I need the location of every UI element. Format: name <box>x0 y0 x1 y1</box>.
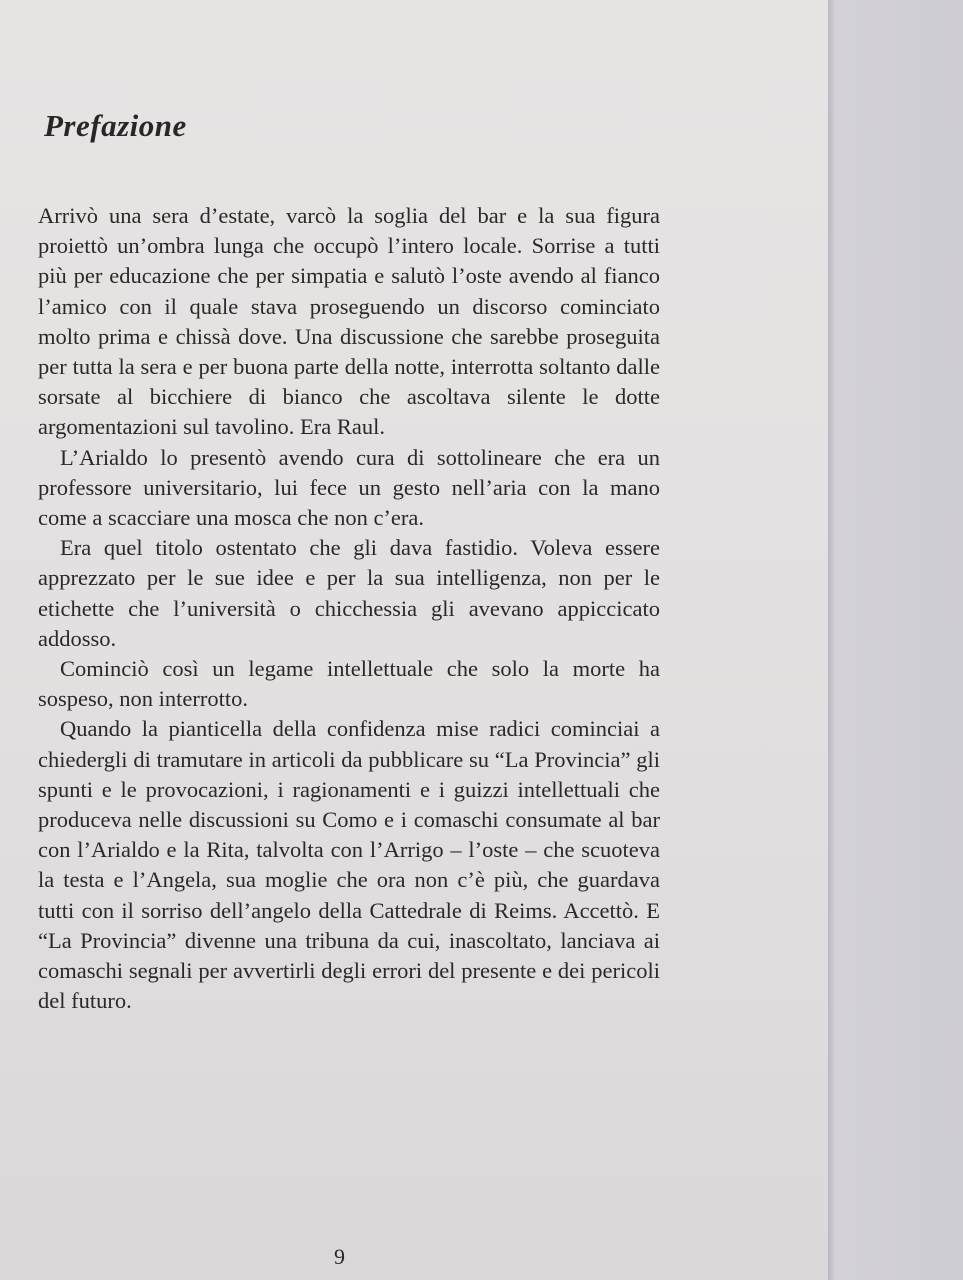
paragraph-1: Arrivò una sera d’estate, varcò la soglia del bar e la sua figura proiettò un’ombra lunga che occupò l’intero locale. Sorrise a tutti più per educazione che per simpatia e salutò l’oste avendo al fianco l’amico con il quale stava proseguendo un discorso cominciato molto prima e chissà dove. Una discussione che sarebbe proseguita per tutta la sera e per buona parte della notte, interrotta soltanto dalle sorsate al bicchiere di bianco che ascoltava silente le dotte argomentazioni sul tavolino. Era Raul. <box>38 203 660 440</box>
page-edge <box>828 0 834 1280</box>
page-title: Prefazione <box>44 108 187 143</box>
paragraph-2: L’Arialdo lo presentò avendo cura di sottolineare che era un professore universitario, lui fece un gesto nell’aria con la mano come a scacciare una mosca che non c’era. <box>38 444 660 531</box>
paragraph-3: Era quel titolo ostentato che gli dava fastidio. Voleva essere apprezzato per le sue idee e per la sua intelligenza, non per le etichette che l’università o chicchessia gli avevano appiccicato addosso. <box>38 535 660 651</box>
paragraph-4: Cominciò così un legame intellettuale che solo la morte ha sospeso, non interrotto. <box>38 656 660 712</box>
preface-text <box>38 201 660 1016</box>
page-number: 9 <box>334 1244 345 1269</box>
paragraph-5: Quando la pianticella della confidenza mise radici cominciai a chiedergli di tramutare in articoli da pubblicare su “La Provincia” gli spunti e le provocazioni, i ragionamenti e i guizzi intellettuali che produceva nelle discussioni su Como e i comaschi consumate al bar con l’Arialdo e la Rita, talvolta con l’Arrigo – l’oste – che scuoteva la testa e l’Angela, sua moglie che ora non c’è più, che guardava tutti con il sorriso dell’angelo della Cattedrale di Reims. Accettò. E “La Provincia” divenne una tribuna da cui, inascoltato, lanciava ai comaschi segnali per avvertirli degli errori del presente e dei pericoli del futuro. <box>38 716 660 1014</box>
